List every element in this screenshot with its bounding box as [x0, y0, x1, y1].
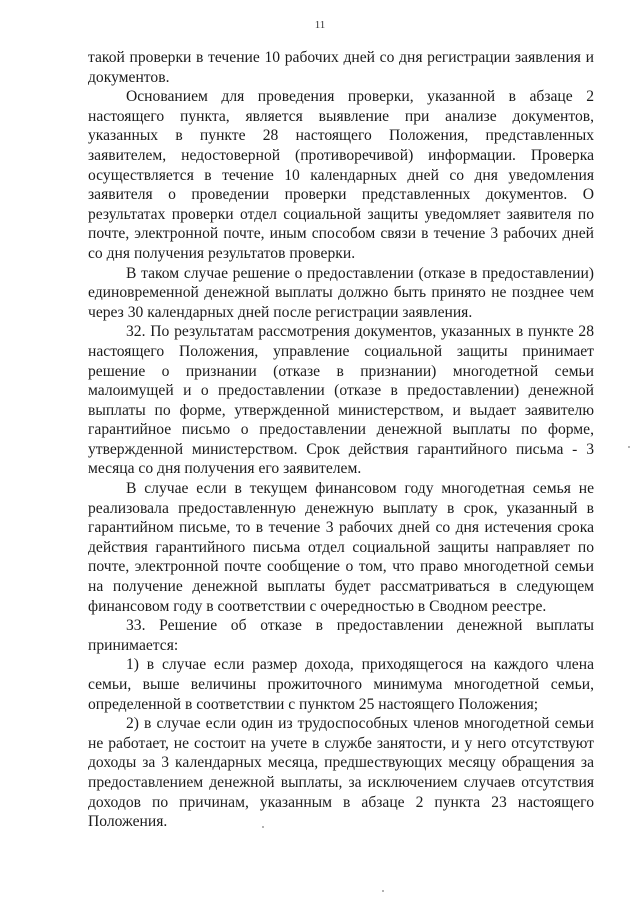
scan-speck: [382, 890, 384, 892]
paragraph-continuation: такой проверки в течение 10 рабочих дней со дня регистрации заявления и документов.: [88, 49, 594, 86]
page-number: 11: [314, 19, 326, 31]
paragraph-verification-basis: Основанием для проведения проверки, указанной в абзаце 2 настоящего пункта, является выявление при анализе документов, указанных в пункте 28 настоящего Положения, представленных заявителем, недостоверной (противоречивой) информации. Проверка осуществляется в течение 10 календарных дней со дня уведомления заявителя о проведении проверки представленных документов. О результатах проверки отдел социальной защиты уведомляет заявителя по почте, электронной почте, иным способом связи в течение 3 рабочих дней со дня получения результатов проверки.: [88, 88, 594, 262]
scan-speck: [628, 446, 630, 448]
paragraph-decision-deadline: В таком случае решение о предоставлении (отказе в предоставлении) единовременной денежной выплаты должно быть принято не позднее чем через 30 календарных дней после регистрации заявления.: [88, 264, 594, 321]
paragraph-unused-payment: В случае если в текущем финансовом году многодетная семья не реализовала предоставленную денежную выплату в срок, указанный в гарантийном письме, то в течение 3 рабочих дней со дня истечения срока действия гарантийного письма отдел социальной защиты направляет по почте, электронной почте сообщение о том, что право многодетной семьи на получение денежной выплаты будет рассматриваться в следующем финансовом году в соответствии с очередностью в Сводном реестре.: [88, 480, 594, 615]
paragraph-refusal-reason-2: 2) в случае если один из трудоспособных членов многодетной семьи не работает, не состоит на учете в службе занятости, и у него отсутствуют доходы за 3 календарных месяца, предшествующих месяцу обращения за предоставлением денежной выплаты, за исключением случаев отсутствия доходов по причинам, указанным в абзаце 2 пункта 23 настоящего Положения.: [88, 715, 594, 831]
scan-speck: [262, 826, 264, 828]
paragraph-item-33: 33. Решение об отказе в предоставлении денежной выплаты принимается:: [88, 617, 594, 654]
document-body: [88, 48, 594, 832]
paragraph-refusal-reason-1: 1) в случае если размер дохода, приходящегося на каждого члена семьи, выше величины прожиточного минимума многодетной семьи, определенной в соответствии с пунктом 25 настоящего Положения;: [88, 656, 594, 713]
paragraph-item-32: 32. По результатам рассмотрения документов, указанных в пункте 28 настоящего Положения, управление социальной защиты принимает решение о признании (отказе в признании) многодетной семьи малоимущей и о предоставлении (отказе в предоставлении) денежной выплаты по форме, утвержденной министерством, и выдает заявителю гарантийное письмо о предоставлении денежной выплаты по форме, утвержденной министерством. Срок действия гарантийного письма - 3 месяца со дня получения его заявителем.: [88, 323, 594, 478]
